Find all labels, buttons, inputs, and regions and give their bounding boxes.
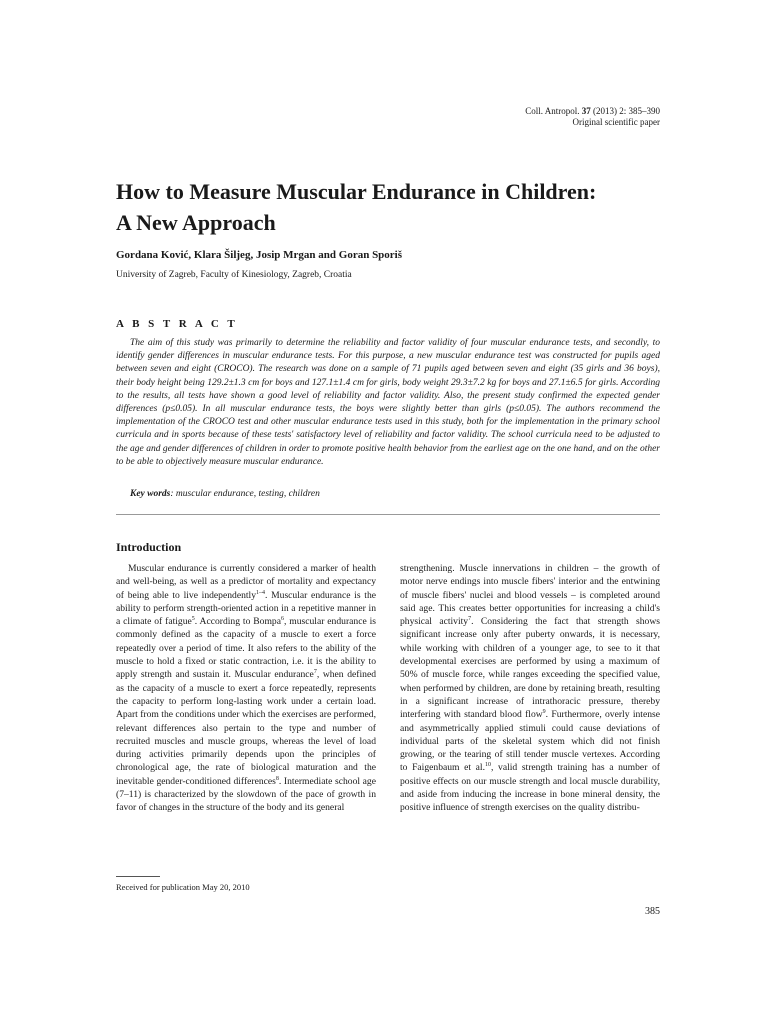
- intro-column-right: [400, 562, 660, 815]
- introduction-heading: Introduction: [116, 540, 182, 554]
- intro-column-left: [116, 562, 376, 815]
- text-run: . Furthermore, overly intense and asymmetrically applied stimuli could cause deviations of individual parts of the skeletal system which did not finish growing, or the tearing of still tender muscle vertexes. According to Faigenbaum et al.: [400, 709, 660, 774]
- citation: 9: [542, 709, 546, 716]
- journal-header: [525, 106, 660, 128]
- affiliation: University of Zagreb, Faculty of Kinesiology, Zagreb, Croatia: [116, 270, 352, 280]
- text-run: strengthening. Muscle innervations in children – the growth of motor nerve endings into muscle fibers' interior and the entwining of muscle fibers' nuclei and blood vessels – is completed around said age. This creates better opportunities for increasing a child's physical activity: [400, 563, 660, 628]
- article-type: Original scientific paper: [572, 117, 660, 127]
- footnote: Received for publication May 20, 2010: [116, 882, 250, 892]
- abstract-text: The aim of this study was primarily to determine the reliability and factor validity of four muscular endurance tests, and secondly, to identify gender differences in muscular endurance tests. For this purpose, a new muscular endurance test was constructed for pupils aged between seven and eight (CROCO). The research was done on a sample of 71 pupils aged between seven and eight (35 girls and 36 boys), their body height being 129.2±1.3 cm for boys and 127.1±1.4 cm for girls, body weight 29.3±7.2 kg for boys and 27.1±6.5 for girls. According to the results, all tests have shown a good level of reliability and factor validity. Also, the present study confirmed the expected gender differences (p≤0.05). In all muscular endurance tests, the boys were slightly better than girls (p≤0.05). The authors recommend the implementation of the CROCO test and other muscular endurance tests used in this study, both for the implementation in the primary school curricula and in sports because of these tests' satisfactory level of reliability and factor validity. The school curricula need to be adjusted to the age and gender differences of children in order to promote positive health behavior from the earliest age on the one hand, and on the other to be able to objectively measure muscular endurance.: [116, 338, 660, 467]
- keywords-label: Key words: [130, 489, 171, 499]
- citation: 5: [191, 616, 195, 622]
- text-run: , muscular endurance is commonly defined as the capacity of a muscle to exert a force repeatedly over a period of time. It also refers to the ability of the muscle to hold a fixed or static contraction, i.e. it is the ability to apply strength and sustain it. Muscular endurance: [116, 616, 376, 681]
- text-run: Muscular endurance is currently considered a marker of health and well-being, as well as a predictor of mortality and expectancy of being able to live independently: [116, 563, 376, 601]
- citation: 8: [275, 775, 279, 782]
- citation: 6: [280, 616, 284, 622]
- text-run: , when defined as the capacity of a muscle to exert a force repeatedly, represents the capacity to perform long-lasting work under a certain load. Apart from the conditions under which the exercises are performed, relevant differences also pertain to the type and number of recruited muscles and muscle groups, whereas the level of load during activities primarily depends upon the principles of chronological age, the rate of biological maturation and the inevitable gender-conditioned differences: [116, 669, 377, 787]
- text-run: . According to Bompa: [194, 616, 281, 628]
- citation: 10: [485, 762, 491, 769]
- keywords: [130, 489, 320, 499]
- text-run: . Intermediate school age (7–11) is characterized by the slowdown of the pace of growth in favor of changes in the structure of the body and its general: [116, 775, 376, 814]
- journal-issue-pages: (2013) 2: 385–390: [593, 106, 660, 116]
- text-run: . Muscular endurance is the ability to perform strength-oriented action in a repetitive manner in a climate of fatigue: [116, 589, 376, 628]
- footnote-rule: [116, 876, 160, 877]
- section-divider: [116, 514, 660, 515]
- authors: Gordana Ković, Klara Šiljeg, Josip Mrgan and Goran Sporiš: [116, 249, 403, 261]
- paper-title: [116, 176, 676, 238]
- text-run: . Considering the fact that strength shows significant increase only after puberty onwards, it is necessary, while working with children of a younger age, to see to it that developmental exercises are performed by using a maximum of 50% of muscle force, while ranges exceeding the specified value, when performed by children, are done by retaining breath, resulting in a significant increase of intrathoracic pressure, thereby interfering with standard blood flow: [400, 616, 660, 721]
- citation: 7: [313, 669, 317, 676]
- journal-prefix: Coll. Antropol.: [525, 106, 580, 116]
- journal-volume: 37: [581, 106, 591, 116]
- abstract-heading: A B S T R A C T: [116, 318, 238, 330]
- keywords-list: : muscular endurance, testing, children: [170, 489, 320, 499]
- text-run: , valid strength training has a number of positive effects on our muscle strength and local muscle durability, and aside from inducing the increase in bone mineral density, the positive influence of strength exercises on the quality distribu-: [400, 762, 660, 814]
- title-line-1: How to Measure Muscular Endurance in Children:: [116, 179, 597, 204]
- title-line-2: A New Approach: [116, 210, 276, 235]
- page-number: 385: [645, 906, 660, 917]
- citation: 7: [468, 616, 472, 622]
- citation: 1–4: [256, 589, 266, 596]
